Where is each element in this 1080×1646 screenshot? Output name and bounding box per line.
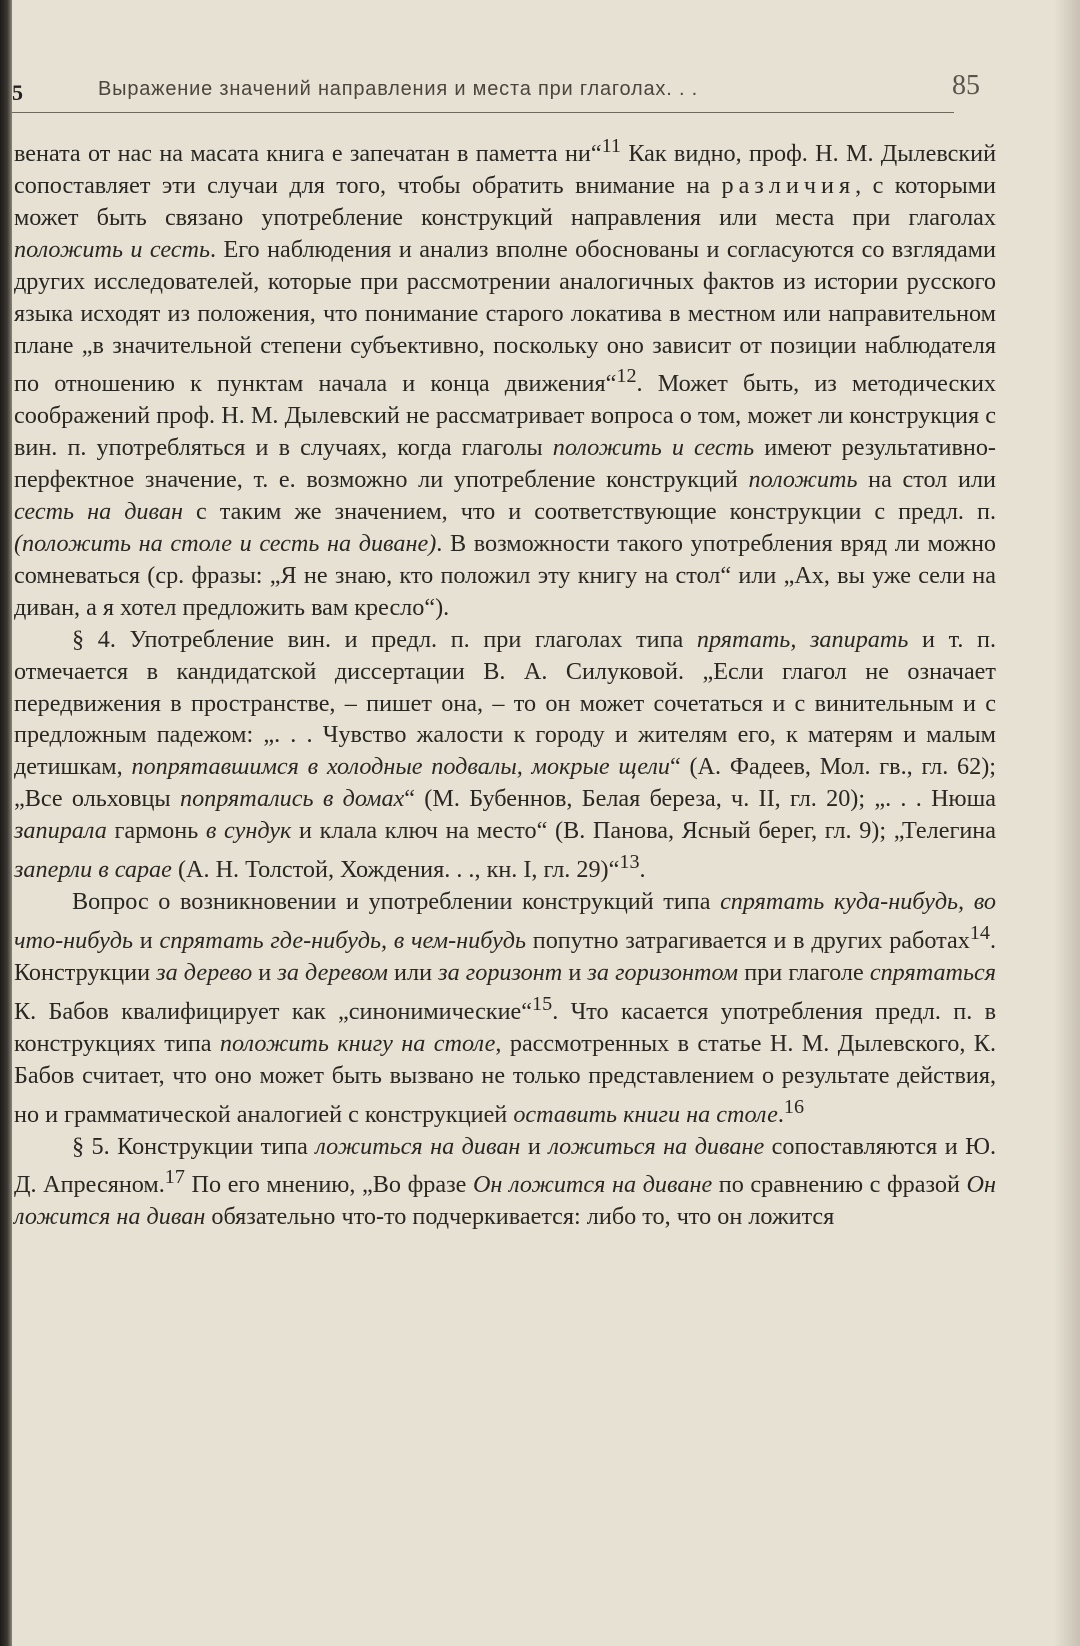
page-shadow (1054, 0, 1080, 1646)
page-number: 85 (952, 70, 980, 101)
binding-edge (0, 0, 12, 1646)
paragraph-section-5: § 5. Конструкции типа ложиться на диван и ложиться на диване сопоставляются и Ю. Д. Апресяном.$^{17}$ По его мнению, „Во фразе Он ложится на диване по сравнению с фразой Он ложится на диван обязательно что-то подчеркивается: либо то, что он ложится (14, 1132, 997, 1231)
paragraph: Вопрос о возникновении и употреблении конструкций типа спрятать куда-нибудь, во что-нибудь и спрятать где-нибудь, в чем-нибудь попутно затрагивается и в других работах$^{14}$. Конструкции за дерево и за деревом или за горизонт и за горизонтом при глаголе спрятаться К. Бабов квалифицирует как „синонимические“$^{15}$. Что касается употребления предл. п. в конструкциях типа положить книгу на столе, рассмотренных в статье Н. М. Дылевского, К. Бабов считает, что оно может быть вызвано не только представлением о результате действия, но и грамматической аналогией с конструкцией оставить книги на столе.$^{16}$ (14, 888, 997, 1128)
running-title: Выражение значений направления и места при глаголах. . . (98, 78, 699, 100)
body-text (14, 131, 996, 1233)
running-header (92, 70, 980, 110)
paragraph: вената от нас на масата книга е запечатан в паметта ни“$^{11}$ Как видно, проф. Н. М. Дылевский сопоставляет эти случаи для того, чтобы обратить внимание на различия, с которыми может быть связано употребление конструкций направления или места при глаголах положить и сесть. Его наблюдения и анализ вполне обоснованы и согласуются со взглядами других исследователей, которые при рассмотрении аналогичных фактов из истории русского языка исходят из положения, что понимание старого локатива в местном или направительном плане „в значительной степени субъективно, поскольку оно зависит от позиции наблюдателя по отношению к пунктам начала и конца движения“$^{12}$. Может быть, из методических соображений проф. Н. М. Дылевский не рассматривает вопроса о том, может ли конструкция с вин. п. употребляться и в случаях, когда глаголы положить и сесть имеют результативно-перфектное значение, т. е. возможно ли употребление конструкций положить на стол или сесть на диван с таким же значением, что и соответствующие конструкции с предл. п. (положить на столе и сесть на диване). В возможности такого употребления вряд ли можно сомневаться (ср. фразы: „Я не знаю, кто положил эту книгу на стол“ или „Ах, вы уже сели на диван, а я хотел предложить вам кресло“). (14, 135, 997, 621)
header-rule (12, 112, 954, 113)
paragraph-section-4: § 4. Употребление вин. и предл. п. при глаголах типа прятать, запирать и т. п. отмечается в кандидатской диссертации В. А. Силуковой. „Если глагол не означает передвижения в пространстве, – пишет она, – то он может сочетаться и с винительным и с предложным падежом: „. . . Чувство жалости к городу и жителям его, к матерям и малым детишкам, попрятавшимся в холодные подвалы, мокрые щели“ (А. Фадеев, Мол. гв., гл. 62); „Все ольховцы попрятались в домах“ (М. Бубеннов, Белая береза, ч. II, гл. 20); „. . . Нюша запирала гармонь в сундук и клала ключ на место“ (В. Панова, Ясный берег, гл. 9); „Телегина заперли в сарае (А. Н. Толстой, Хождения. . ., кн. I, гл. 29)“$^{13}$. (14, 625, 997, 884)
left-margin-mark: 5 (12, 80, 23, 105)
